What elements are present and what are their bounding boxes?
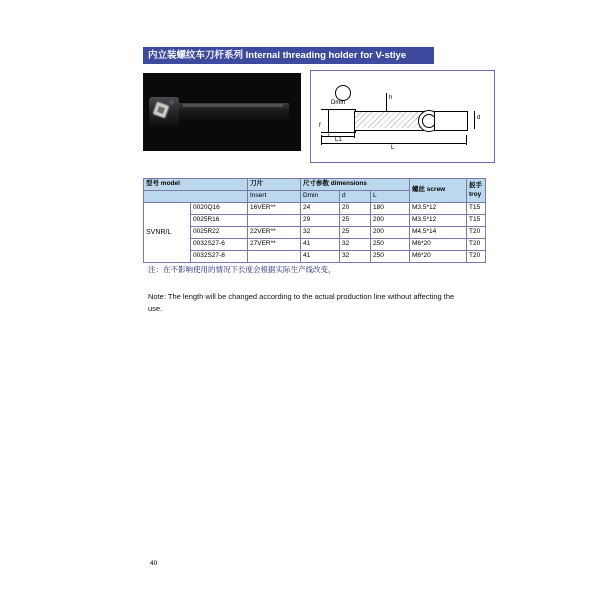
specification-table (143, 178, 486, 263)
cell-model-code: 0032S27-6 (191, 239, 248, 251)
technical-drawing (310, 70, 495, 163)
cell-model-code: 0020Q16 (191, 203, 248, 215)
cell-l: 200 (371, 227, 410, 239)
dim-line-h (386, 93, 387, 111)
th-insert-group: 刀片 (248, 179, 301, 191)
dim-tick-L-right (466, 135, 467, 145)
label-d: d (477, 115, 481, 121)
dim-tick-L1-right (354, 129, 355, 138)
table-head (144, 179, 486, 203)
cell-d: 25 (340, 227, 371, 239)
th-d: d (340, 191, 371, 203)
photo-highlight (183, 104, 283, 107)
th-model-sub (144, 191, 248, 203)
cell-l: 180 (371, 203, 410, 215)
figure-area (143, 70, 493, 170)
cell-troy: T15 (467, 203, 486, 215)
drawing-tail (434, 111, 468, 131)
dmin-circle-icon (335, 85, 351, 101)
cell-screw: M3.5*12 (410, 203, 467, 215)
th-l: L (371, 191, 410, 203)
cell-d: 25 (340, 215, 371, 227)
table-row (144, 215, 486, 227)
page-number: 40 (150, 560, 158, 567)
label-L1: L1 (335, 137, 342, 143)
cell-screw: M6*20 (410, 239, 467, 251)
label-dmin: Dmin (331, 100, 346, 106)
th-model: 型号 model (144, 179, 248, 191)
cell-dmin: 24 (301, 203, 340, 215)
cell-model-code: 0025R22 (191, 227, 248, 239)
th-dmin: Dmin (301, 191, 340, 203)
table-row (144, 251, 486, 263)
table-header-row-top (144, 179, 486, 191)
cell-insert (248, 251, 301, 263)
cell-model-code: 0032S27-8 (191, 251, 248, 263)
table-body (144, 203, 486, 263)
th-troy: 扳手 troy (467, 179, 486, 203)
cell-model-family: SVNR/L (144, 203, 191, 263)
note-chinese: 注：在不影响使用的情况下长度会根据实际生产线改变， (148, 265, 336, 274)
cell-dmin: 29 (301, 215, 340, 227)
table-row (144, 239, 486, 251)
cell-l: 250 (371, 239, 410, 251)
cell-d: 20 (340, 203, 371, 215)
label-L: L (391, 145, 395, 151)
cell-troy: T15 (467, 215, 486, 227)
th-dimensions: 尺寸参数 dimensions (301, 179, 410, 191)
cell-insert: 16VER** (248, 203, 301, 215)
note-english: Note: The length will be changed according to the actual production line without affecting the use. (148, 292, 455, 313)
cell-d: 32 (340, 239, 371, 251)
cell-l: 200 (371, 215, 410, 227)
cell-insert: 22VER** (248, 227, 301, 239)
product-photo (143, 73, 301, 151)
label-h: h (389, 95, 393, 101)
cell-d: 32 (340, 251, 371, 263)
dim-line-L (321, 143, 467, 144)
cell-model-code: 0025R16 (191, 215, 248, 227)
table-row (144, 227, 486, 239)
cell-insert (248, 215, 301, 227)
label-T: T (327, 133, 331, 139)
cell-troy: T20 (467, 227, 486, 239)
cell-troy: T20 (467, 251, 486, 263)
cell-screw: M4.5*14 (410, 227, 467, 239)
table-row (144, 203, 486, 215)
cell-dmin: 32 (301, 227, 340, 239)
cell-screw: M3.5*12 (410, 215, 467, 227)
cell-dmin: 41 (301, 239, 340, 251)
cell-insert: 27VER** (248, 239, 301, 251)
dim-line-d (474, 111, 475, 129)
cell-l: 250 (371, 251, 410, 263)
photo-screw-hole (169, 100, 174, 105)
cell-troy: T20 (467, 239, 486, 251)
drawing-head-block (328, 109, 356, 133)
cell-screw: M6*20 (410, 251, 467, 263)
label-F: f (319, 123, 321, 129)
cell-dmin: 41 (301, 251, 340, 263)
page-title: 内立装螺纹车刀杆系列 Internal threading holder for V-stiye (143, 47, 434, 64)
th-screw: 螺丝 screw (410, 179, 467, 203)
th-insert: Insert (248, 191, 301, 203)
